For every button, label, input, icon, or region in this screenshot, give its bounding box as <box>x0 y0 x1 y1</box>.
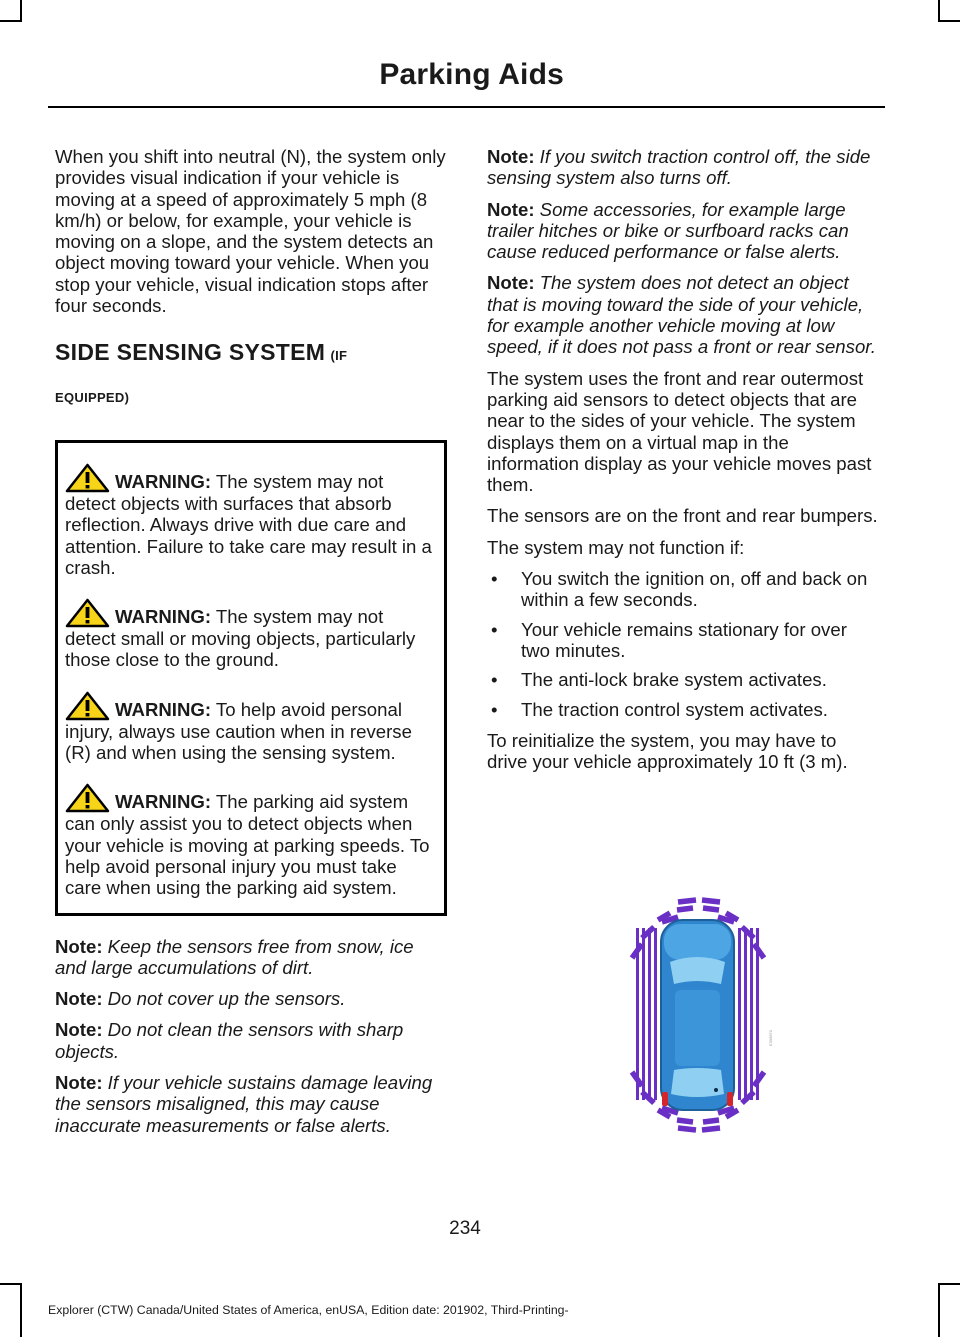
section-heading <box>55 339 447 408</box>
note: Note: Keep the sensors free from snow, ice and large accumulations of dirt. <box>55 935 414 978</box>
crop-mark-tr-v <box>938 0 940 22</box>
intro-paragraph: When you shift into neutral (N), the system only provides visual indication if your vehicle is moving at a speed of approximately 5 mph (8 km/h) or below, for example, your vehicle is moving on a slope, and the system detects an object moving toward your vehicle. When you stop your vehicle, visual indication stops after four seconds. <box>55 146 446 317</box>
body-paragraph: To reinitialize the system, you may have to drive your vehicle approximately 10 ft (3 m). <box>487 729 848 773</box>
page-number: 234 <box>449 1218 481 1239</box>
section-heading-title: SIDE SENSING SYSTEM <box>55 339 326 366</box>
list-item: • You switch the ignition on, off and back on within a few seconds. <box>491 568 868 611</box>
crop-mark-bl-v <box>20 1283 22 1337</box>
body-paragraph: The system uses the front and rear outermost parking aid sensors to detect objects that are near to the sides of your vehicle. The system displays them on a virtual map in the information display as your vehicle moves past them. <box>487 367 872 496</box>
warning-triangle-icon <box>65 598 110 628</box>
warning-triangle-icon <box>65 463 110 493</box>
warning-item: WARNING: To help avoid personal injury, always use caution when in reverse (R) and when using the sensing system. <box>65 691 436 764</box>
warning-item: WARNING: The parking aid system can only assist you to detect objects when your vehicle is moving at parking speeds. To help avoid personal injury you must take care when using the parking aid system. <box>65 783 436 898</box>
condition-list <box>487 568 880 720</box>
body-paragraph: The sensors are on the front and rear bumpers. <box>487 505 878 527</box>
crop-mark-tr-h <box>938 20 960 22</box>
crop-mark-bl-h <box>0 1283 22 1285</box>
warning-box <box>55 440 447 916</box>
list-item: • The anti-lock brake system activates. <box>491 669 827 691</box>
section-heading-suffix: (IF <box>330 348 348 364</box>
body-paragraph: The system may not function if: <box>487 536 745 558</box>
note: Note: Do not cover up the sensors. <box>55 988 346 1010</box>
crop-mark-br-v <box>938 1283 940 1337</box>
note: Note: Do not clean the sensors with sharp objects. <box>55 1019 404 1062</box>
page-title: Parking Aids <box>379 58 564 91</box>
warning-triangle-icon <box>65 783 110 813</box>
crop-mark-tl-h <box>0 20 22 22</box>
left-column <box>55 146 447 1146</box>
warning-triangle-icon <box>65 691 110 721</box>
side-sensing-figure <box>620 880 775 1150</box>
note: Note: If you switch traction control off, the side sensing system also turns off. <box>487 146 871 189</box>
header-rule <box>48 106 885 108</box>
note: Note: If your vehicle sustains damage leaving the sensors misaligned, this may cause inaccurate measurements or false alerts. <box>55 1072 433 1136</box>
right-column <box>487 146 880 782</box>
footer-text: Explorer (CTW) Canada/United States of America, enUSA, Edition date: 201902, Third-Printing- <box>48 1303 569 1317</box>
warning-item: WARNING: The system may not detect small or moving objects, particularly those close to the ground. <box>65 598 436 671</box>
section-heading-suffix-2: EQUIPPED) <box>55 389 130 405</box>
crop-mark-tl-v <box>20 0 22 22</box>
list-item: • The traction control system activates. <box>491 698 828 720</box>
warning-item: WARNING: The system may not detect objects with surfaces that absorb reflection. Always drive with due care and attention. Failure to take care may result in a crash. <box>65 463 436 578</box>
crop-mark-br-h <box>938 1283 960 1285</box>
note: Note: The system does not detect an object that is moving toward the side of your vehicle, for example another vehicle moving at low speed, if it does not pass a front or rear sensor. <box>487 272 876 358</box>
note: Note: Some accessories, for example large trailer hitches or bike or surfboard racks can cause reduced performance or false alerts. <box>487 198 849 263</box>
figure-code: E306870 <box>768 1030 773 1047</box>
vehicle-icon <box>661 920 734 1110</box>
list-item: • Your vehicle remains stationary for over two minutes. <box>491 618 847 661</box>
